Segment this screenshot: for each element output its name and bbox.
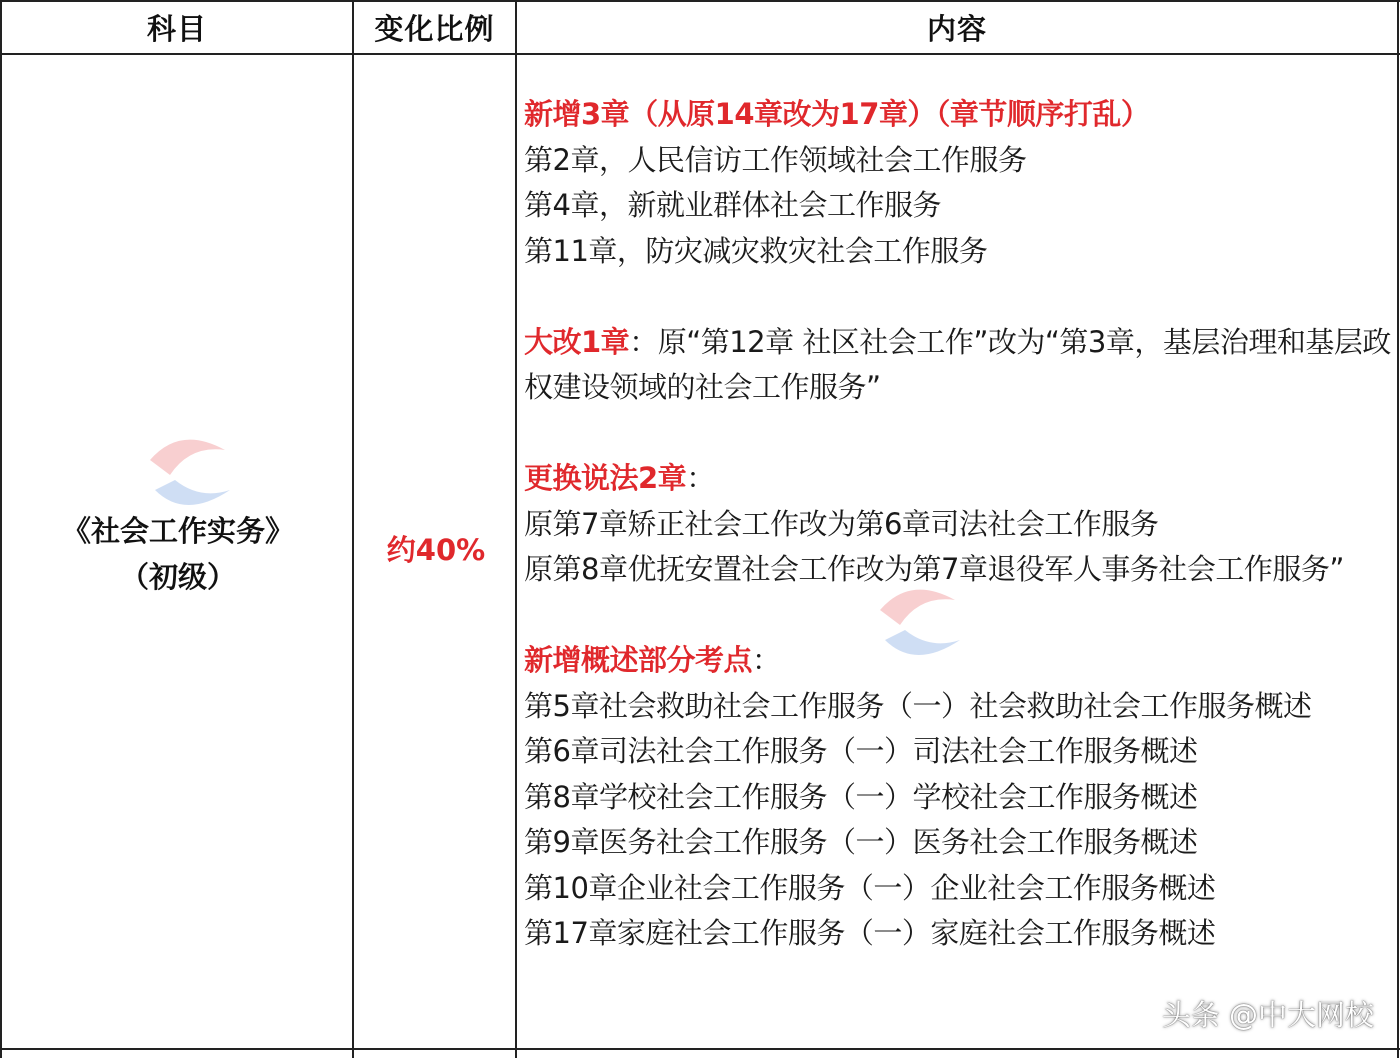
section-rename-title: 更换说法2章 (524, 461, 687, 495)
change-ratio: 约40% (386, 533, 486, 567)
subject-name: 《社会工作实务》 (61, 514, 294, 548)
list-item: 第6章司法社会工作服务（一）司法社会工作服务概述 (524, 734, 1198, 768)
list-item: 原第8章优抚安置社会工作改为第7章退役军人事务社会工作服务” (524, 552, 1344, 586)
section-major-change (524, 320, 1394, 411)
list-item: 第10章企业社会工作服务（一）企业社会工作服务概述 (524, 870, 1216, 905)
list-item: 第17章家庭社会工作服务（一）家庭社会工作服务概述 (524, 916, 1216, 950)
section-new-chapters-title: 新增3章（从原14章改为17章）（章节顺序打乱） (524, 97, 1150, 131)
section-major-change-title: 大改1章 (524, 324, 630, 359)
list-item: 第9章医务社会工作服务（一）医务社会工作服务概述 (524, 825, 1198, 859)
list-item: 原第7章矫正社会工作改为第6章司法社会工作服务 (524, 506, 1159, 541)
list-item: 第11章，防灾减灾救灾社会工作服务 (524, 233, 988, 268)
list-item: 第2章，人民信访工作领域社会工作服务 (524, 142, 1027, 177)
content-cell (524, 92, 1394, 957)
subject-cell (2, 508, 354, 600)
list-item: 第8章学校社会工作服务（一）学校社会工作服务概述 (524, 779, 1198, 814)
row-divider (0, 1048, 1400, 1050)
header-subject: 科目 (146, 12, 207, 46)
section-major-change-text: ：原“第12章 社区社会工作”改为“第3章，基层治理和基层政权建设领域的社会工作服务” (524, 324, 1391, 404)
section-rename-heading (524, 456, 1394, 502)
section-overview-colon: ： (752, 643, 781, 677)
section-rename-colon: ： (686, 461, 715, 495)
section-overview-title: 新增概述部分考点 (524, 643, 753, 677)
platform-watermark: 头条 @中大网校 (1161, 998, 1374, 1032)
list-item: 第4章，新就业群体社会工作服务 (524, 188, 941, 222)
table-border-right (1397, 0, 1399, 1058)
subject-level: （初级） (119, 560, 236, 594)
list-item: 第5章社会救助社会工作服务（一）社会救助社会工作服务概述 (524, 688, 1312, 723)
header-ratio: 变化比例 (374, 12, 495, 46)
section-overview-heading (524, 638, 1394, 684)
header-content: 内容 (926, 12, 987, 46)
